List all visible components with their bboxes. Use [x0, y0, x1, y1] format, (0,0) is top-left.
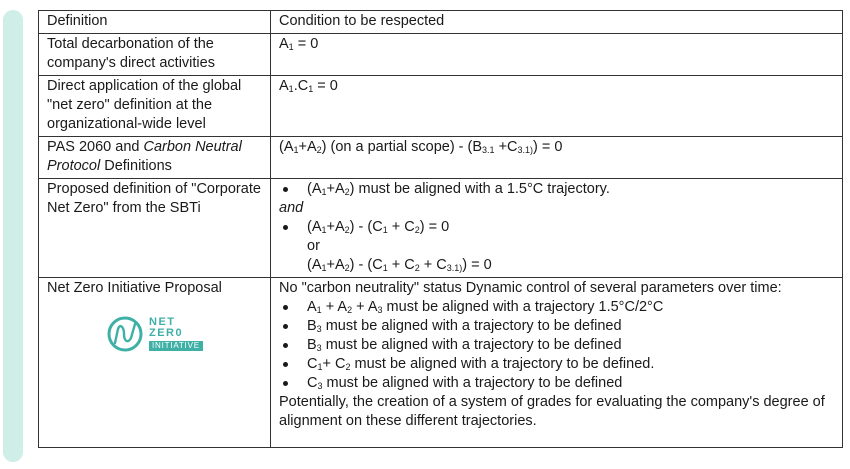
row-definition: Proposed definition of "Corporate Net Zero" from the SBTi	[39, 179, 271, 278]
header-definition: Definition	[39, 11, 271, 34]
condition-line: $(A_1+A_2) - (C_1 + C_2 + C_{3.1)}) = 0$	[307, 257, 492, 273]
condition-bullet: $(A_1+A_2) - (C_1 + C_2) = 0$	[279, 218, 836, 237]
row-condition: $A_1.C_1 = 0$	[271, 76, 843, 137]
logo-text-net: NET	[149, 316, 176, 328]
condition-bullet: $(A_1+A_2)$ must be aligned with a 1.5°C trajectory.	[279, 180, 836, 199]
table-header-row	[39, 11, 843, 34]
connector-or: or	[307, 238, 320, 254]
definition-part: Definitions	[100, 158, 172, 174]
condition-intro: No "carbon neutrality" status Dynamic control of several parameters over time:	[279, 280, 782, 296]
row-definition: Total decarbonation of the company's direct activities	[39, 34, 271, 76]
net-zero-initiative-logo	[105, 314, 264, 354]
connector-and: and	[279, 200, 304, 216]
row-condition	[271, 278, 843, 448]
condition-footer: Potentially, the creation of a system of grades for evaluating the company's degree of alignment on these different trajectories.	[279, 394, 825, 429]
row-definition	[39, 137, 271, 179]
table-row	[39, 76, 843, 137]
condition-bullet: $C_3$ must be aligned with a trajectory to be defined	[279, 374, 836, 393]
row-condition: $A_1 = 0$	[271, 34, 843, 76]
condition-bullet: $B_3$ must be aligned with a trajectory to be defined	[279, 336, 836, 355]
logo-text-initiative: INITIATIVE	[149, 341, 203, 351]
definition-part: PAS 2060 and	[47, 139, 144, 155]
table-row	[39, 137, 843, 179]
table-row	[39, 278, 843, 448]
row-condition	[271, 179, 843, 278]
row-definition: Direct application of the global "net zero" definition at the organizational-wide level	[39, 76, 271, 137]
logo-text-zero: ZER0	[149, 327, 184, 339]
table-row	[39, 34, 843, 76]
definition-text: Net Zero Initiative Proposal	[47, 280, 222, 296]
table-row	[39, 179, 843, 278]
definitions-table	[38, 10, 843, 448]
condition-bullet: $C_1+ C_2$ must be aligned with a trajectory to be defined.	[279, 355, 836, 374]
condition-bullet: $A_1 + A_2 + A_3$ must be aligned with a trajectory 1.5°C/2°C	[279, 298, 836, 317]
condition-bullet: $B_3$ must be aligned with a trajectory to be defined	[279, 317, 836, 336]
row-definition	[39, 278, 271, 448]
definition-italic-part: Carbon Neutral Protocol	[47, 139, 242, 174]
header-condition: Condition to be respected	[271, 11, 843, 34]
side-accent-bar	[3, 10, 23, 462]
row-condition: $(A_1+A_2)$ (on a partial scope) - $(B_{3.1} +C_{3.1)}) = 0$	[271, 137, 843, 179]
net-zero-emblem-icon	[105, 314, 145, 354]
